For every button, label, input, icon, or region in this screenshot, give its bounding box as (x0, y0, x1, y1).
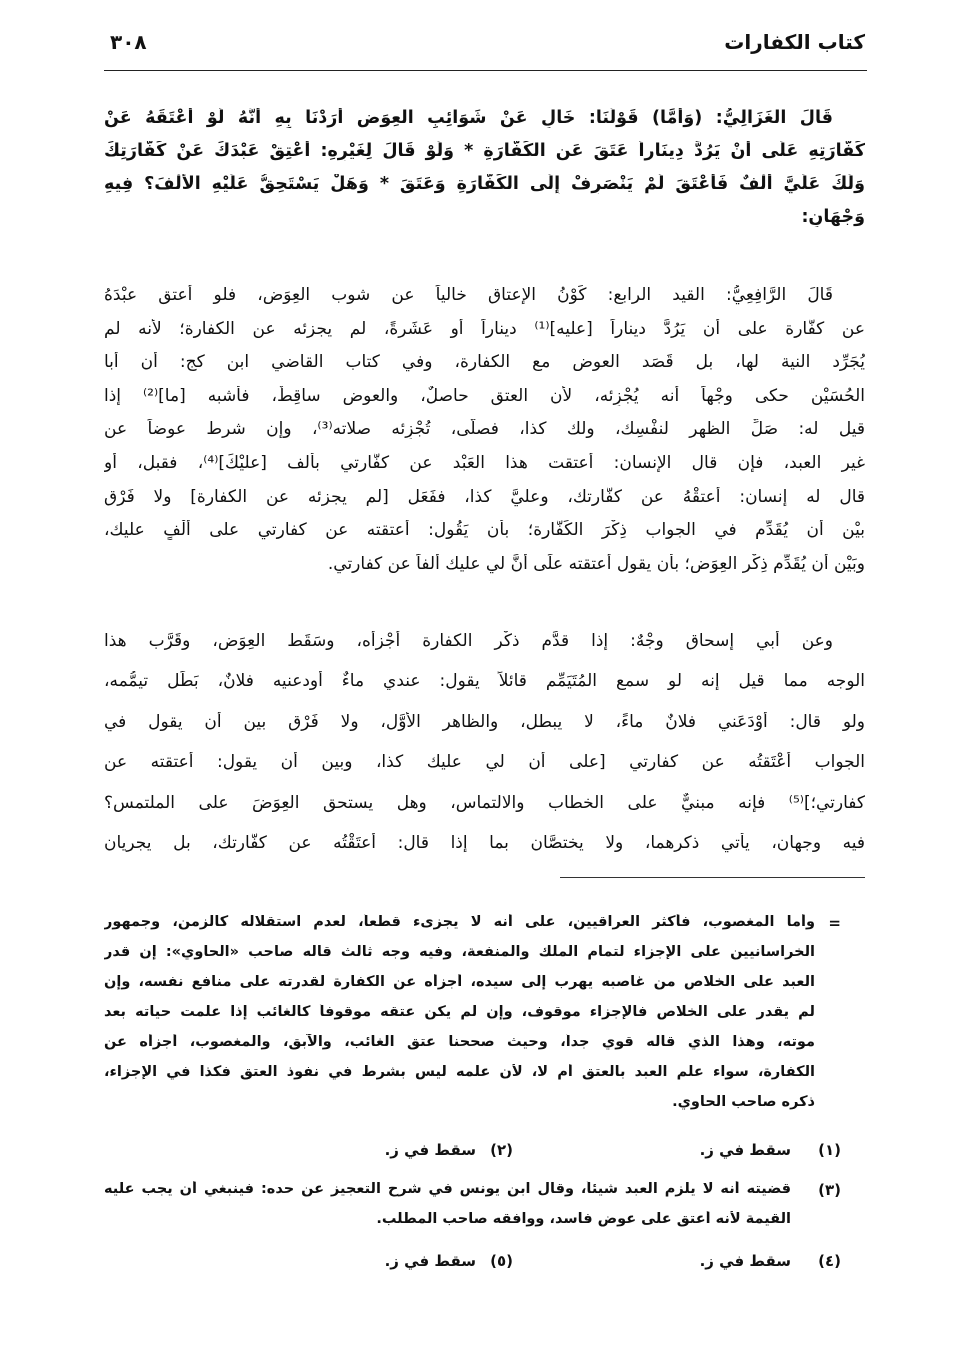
sharh-line: قيل له: صَلِّ الظهر لنفْسِك، ولك كذا، فصلَّى، تُجْزِئه صلاته⁽³⁾، وإن شرط عوضاً عن (104, 419, 865, 440)
sharh-line: وبَيْن أن يُقَدِّم ذِكْر العِوَض؛ بأن يقول أعتقته علَى أنَّ لي عليك ألفاً عن كفارتي. (327, 553, 865, 574)
running-header-title: كتاب الكفارات (724, 30, 865, 54)
sharh-line: يُجَرِّد النية لها، بل قَصَد العوض مع الكفارة، وفي كتاب القاضي ابن كج: أن أبا (104, 352, 865, 373)
footnote-number: (٢) (490, 1141, 513, 1159)
footnote-line: ذكره صاحب الحاوي. (672, 1094, 815, 1110)
page-number: ٣٠٨ (110, 30, 147, 54)
footnote-line: القيمة لأنه أعتق على عوض فاسد، ووافقه صاحب المطلب. (376, 1211, 791, 1227)
footnote-line: لم يقدر على الخلاص فالإجزاء موقوف، وإن لم يكن عتقه موقوفاً كالغائب إذا علمت حياته بعد (104, 1004, 815, 1020)
footnote-line: العبد على الخلاص من غاصبه يهرب إلى سيده، أجزأه عن الكفارة لقدرته على منافع نفسه، وإن (104, 974, 815, 990)
sharh-line: غير العبد، فإن قال الإنسان: أعتقت هذا العَبْد عن كفَّارتي بألف [عليْكَ]⁽⁴⁾، فقبل، أو (104, 453, 865, 473)
sharh-line: بيْن أن يُقَدِّم في الجواب ذِكْرَ الكَفَّارة؛ بأن يَقُول: أعتقته عن كفارتي على أَلْفٍ عليك، (104, 520, 865, 541)
footnote-number: (٣) (818, 1181, 841, 1199)
footnote-text: سقط في ز. (699, 1141, 791, 1159)
footnote-line: قضيته أنه لا يلزم العبد شيئاً، وقال ابن يونس في شرح التعجيز عن حده: فينبغي أن يجب عليه (104, 1181, 791, 1197)
matn-line: وَلَكَ عَلَيَّ أَلْفٌ فَأَعْتَقَ لَمْ يَنْصَرِفْ إِلَى الكَفَّارَةِ وَعَتَقَ * وَهَلْ يَسْتَحِقُّ عَلَيْهِ الأَلْفَ؟ فِيهِ (104, 174, 865, 194)
matn-line: وَجْهَانِ: (801, 207, 865, 227)
sharh-line: عن كفَّارة على أن يَرُدَّ ديناراً [عليه]⁽¹⁾ ديناراً أو عَشَرةً، لم يجزئه عن الكفارة؛ لأنه لم (104, 318, 865, 339)
footnote-line: موته، وهذا الذي قاله قوي جداً، وحيث صححنا عتق الغائب، والآبق، والمغصوب، أجزأه عن (104, 1034, 815, 1050)
sharh-line: الجواب أعْتَقتُه عن كفارتي [على أن لي عليك كذا، وبين أن يقول: أعتقته عن (104, 752, 865, 773)
header-rule (104, 70, 867, 71)
matn-line: قَالَ الغَزَالِيُّ: (وَأَمَّا) قَوْلُنَا: خَالٍ عَنْ شَوَائِبِ العِوَضِ أَرَدْنَا بِهِ أَنَّهُ لَوْ أَعْتَقَهُ عَنْ (104, 108, 833, 128)
footnote-line: الكفارة، سواء علم العبد بالعتق أم لا، لأن علمه ليس بشرط في نفوذ العتق فكذا في الإجزاء، (104, 1064, 815, 1080)
sharh-line: فيه وجهان، يأتي ذكرهما، ولا يختصَّان بما إذا قال: أعتَقْتُه عن كفَّارتك، بل يجريان (104, 833, 865, 853)
sharh-line: كفارتي؛]⁽⁵⁾ فإنه مبنيٌّ على الخطاب والالتماس، وهل يستحق العِوَضَ على الملتمس؟ (104, 792, 865, 813)
sharh-line: وعن أبي إسحاق وجْهٌ: إذا قدَّم ذكْر الكفارة أجْزأه، وسَقَط العِوَض، وقَرَّب هذا (104, 631, 833, 651)
footnote-number: (٥) (490, 1252, 513, 1270)
footnote-separator (560, 877, 865, 878)
sharh-line: ولو قال: أوْدَعَني فلانٌ ماءً، لا يبطل، والظاهر الأوَّل، ولا فَرْق بين أن يقول في (104, 711, 865, 732)
footnote-text: سقط في ز. (384, 1141, 476, 1159)
footnote-line: وأما المغصوب، فأكثر العراقيين، على أنه لا يجزىء قطعاً، لعدم استقلاله كالزمن، وجمهور (104, 914, 815, 930)
sharh-line: الوجه مما قيل إنه لو سمع المُتَيَمِّم قائلاً يقول: عندي ماءٌ أودعنيه فلانٌ، بَطَل تيمُّمه، (104, 671, 865, 692)
matn-line: كَفَّارَتِهِ عَلَى أَنْ يَرُدَّ دِينَاراً عَتَقَ عَنِ الكَفَّارَةِ * وَلَوْ قَالَ لِغَيْرِهِ: أَعْتِقْ عَبْدَكَ عَنْ كَفَّارَتِكَ (104, 141, 865, 161)
footnote-continuation-mark: = (828, 914, 841, 932)
footnote-text: سقط في ز. (699, 1252, 791, 1270)
footnote-number: (١) (818, 1141, 841, 1159)
footnote-text: سقط في ز. (384, 1252, 476, 1270)
sharh-line: قال له إنسان: أعتقْهُ عن كفَّارتك، وعليَّ كذا، ففَعَل [لم يجزئه عن الكفارة] ولا فَرْق (104, 486, 865, 507)
footnote-line: الخراسانيين على الإجزاء لتمام الملك والمنفعة، وفيه وجه ثالث قاله صاحب «الحاوي»: إن قدر (104, 944, 815, 960)
sharh-line: الحُسَيْن حكى وجْهاً أنه يُجْزِئه، لأن العتق حاصلٌ، والعوض ساقِطٌ، فأشبه [ما]⁽²⁾ إذا (104, 385, 865, 406)
footnote-number: (٤) (818, 1252, 841, 1270)
sharh-line: قَالَ الرَّافِعِيُّ: القيد الرابع: كَوْنُ الإعتاق خالياً عن شوب العِوَض، فلو أعتق عبْدَهُ (104, 285, 833, 305)
